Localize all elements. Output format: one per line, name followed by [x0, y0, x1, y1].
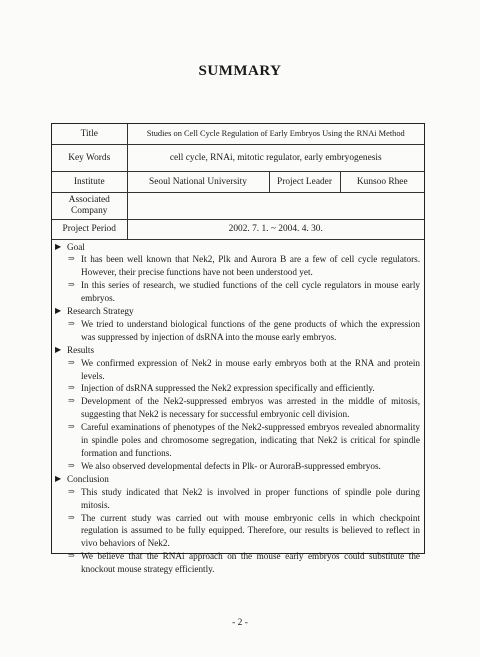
list-item: ⇒ In this series of research, we studied functions of the cell cycle regulators in mouse early embryos. — [68, 280, 420, 304]
keywords-label: Key Words — [52, 144, 127, 171]
triangle-right-icon: ▶ — [55, 306, 62, 316]
list-item: ⇒ We also observed developmental defects in Plk- or AuroraB-suppressed embryos. — [68, 460, 381, 471]
arrow-right-icon: ⇒ — [68, 254, 75, 264]
summary-body — [52, 240, 424, 577]
leader-label: Project Leader — [269, 171, 340, 192]
period-label: Project Period — [52, 219, 127, 239]
section-heading: ▶ Conclusion — [55, 473, 109, 484]
title-value: Studies on Cell Cycle Regulation of Early Embryos Using the RNAi Method — [127, 124, 424, 144]
arrow-right-icon: ⇒ — [68, 280, 75, 290]
table-row — [52, 171, 424, 192]
institute-value: Seoul National University — [127, 171, 269, 192]
list-item: ⇒ Development of the Nek2-suppressed embryos was arrested in the middle of mitosis, suggesting that Nek2 is necessary for successful embryonic cell division. — [68, 396, 420, 420]
title-label: Title — [52, 124, 127, 144]
section-heading: ▶ Goal — [55, 241, 85, 252]
keywords-value: cell cycle, RNAi, mitotic regulator, early embryogenesis — [127, 144, 424, 171]
list-item: ⇒ We believe that the RNAi approach on the mouse early embryos could substitute the knockout mouse strategy efficiently. — [68, 551, 420, 575]
arrow-right-icon: ⇒ — [68, 422, 75, 432]
arrow-right-icon: ⇒ — [68, 551, 75, 561]
list-item: ⇒ It has been well known that Nek2, Plk and Aurora B are a few of cell cycle regulators. However, their precise functions have not been understood yet. — [68, 254, 420, 278]
arrow-right-icon: ⇒ — [68, 460, 75, 470]
summary-box — [51, 123, 425, 575]
table-row — [52, 192, 424, 219]
arrow-right-icon: ⇒ — [68, 486, 75, 496]
arrow-right-icon: ⇒ — [68, 357, 75, 367]
company-label: Associated Company — [52, 192, 127, 219]
arrow-right-icon: ⇒ — [68, 396, 75, 406]
arrow-right-icon: ⇒ — [68, 383, 75, 393]
list-item: ⇒ Injection of dsRNA suppressed the Nek2 expression specifically and efficiently. — [68, 383, 375, 394]
arrow-right-icon: ⇒ — [68, 318, 75, 328]
triangle-right-icon: ▶ — [55, 241, 62, 251]
arrow-right-icon: ⇒ — [68, 512, 75, 522]
company-value — [127, 192, 424, 219]
table-row — [52, 219, 424, 239]
period-value: 2002. 7. 1. ~ 2004. 4. 30. — [127, 219, 424, 239]
project-info-table — [52, 124, 424, 240]
triangle-right-icon: ▶ — [55, 344, 62, 354]
triangle-right-icon: ▶ — [55, 473, 62, 483]
list-item: ⇒ We confirmed expression of Nek2 in mouse early embryos both at the RNA and protein levels. — [68, 357, 420, 381]
section-heading: ▶ Research Strategy — [55, 306, 134, 317]
leader-value: Kunsoo Rhee — [340, 171, 424, 192]
list-item: ⇒ We tried to understand biological functions of the gene products of which the expression was suppressed by injection of dsRNA into the mouse early embryos. — [68, 318, 420, 342]
list-item: ⇒ The current study was carried out with mouse embryonic cells in which checkpoint regulation is assumed to be fully equipped. Therefore, our results is believed to reflect in vivo behaviors of Nek2. — [68, 512, 420, 549]
table-row — [52, 144, 424, 171]
list-item: ⇒ Careful examinations of phenotypes of the Nek2-suppressed embryos revealed abnormality in spindle poles and chromosome segregation, indicating that Nek2 is critical for spindle formation and functions. — [68, 422, 420, 458]
institute-label: Institute — [52, 171, 127, 192]
table-row — [52, 124, 424, 144]
section-heading: ▶ Results — [55, 344, 95, 355]
list-item: ⇒ This study indicated that Nek2 is involved in proper functions of spindle pole during mitosis. — [68, 486, 420, 510]
page-number: - 2 - — [232, 618, 248, 628]
page-title: SUMMARY — [198, 63, 282, 79]
